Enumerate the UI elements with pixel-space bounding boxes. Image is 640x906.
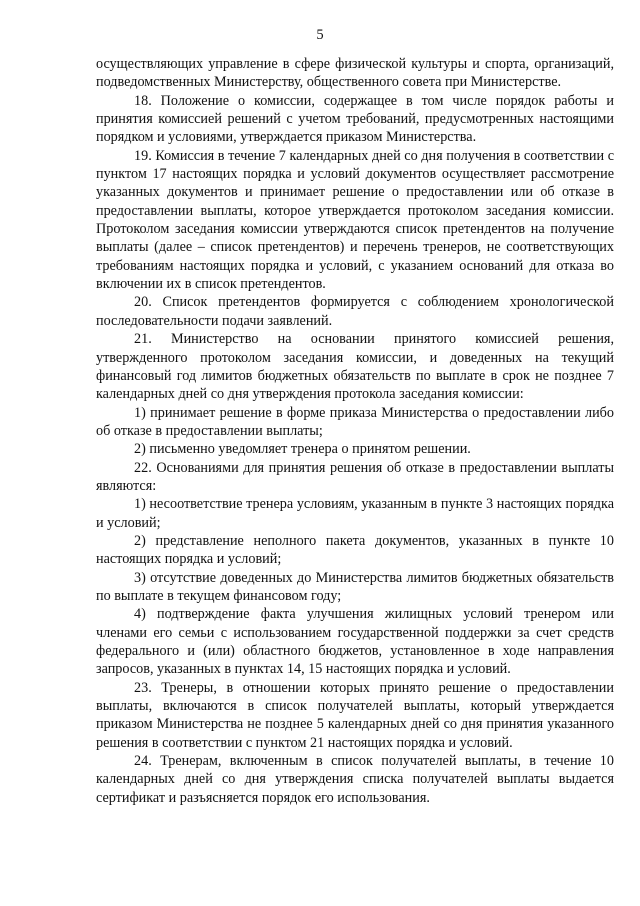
paragraph-22: 22. Основаниями для принятия решения об отказе в предоставлении выплаты являются: — [96, 459, 614, 494]
paragraph-22-item-2: 2) представление неполного пакета документов, указанных в пункте 10 настоящих порядка и условий; — [96, 532, 614, 568]
paragraph-19: 19. Комиссия в течение 7 календарных дней со дня получения в соответствии с пунктом 17 настоящих порядка и условий документов осуществляет рассмотрение указанных документов и принимает решение о предоставлении или об отказе в предоставлении выплаты, которое утверждается протоколом заседания комиссии. Протоколом заседания комиссии утверждаются список претендентов на получение выплаты (далее – список претендентов) и перечень тренеров, не соответствующих требованиям настоящих порядка и условий, с указанием оснований для отказа во включении их в список претендентов. — [96, 147, 614, 293]
paragraph-22-item-4: 4) подтверждение факта улучшения жилищных условий тренером или членами его семьи с использованием государственной поддержки за счет средств федерального и (или) областного бюджетов, установленное в ходе направления запросов, указанных в пунктах 14, 15 настоящих порядка и условий. — [96, 606, 614, 678]
paragraph-20: 20. Список претендентов формируется с соблюдением хронологической последовательности подачи заявлений. — [96, 294, 614, 329]
paragraph-22-item-1: 1) несоответствие тренера условиям, указанным в пункте 3 настоящих порядка и условий; — [96, 496, 614, 531]
paragraph-22-item-3: 3) отсутствие доведенных до Министерства лимитов бюджетных обязательств по выплате в текущем финансовом году; — [96, 569, 614, 604]
paragraph-21-item-1: 1) принимает решение в форме приказа Министерства о предоставлении либо об отказе в предоставлении выплаты; — [96, 404, 614, 439]
paragraph-21: 21. Министерство на основании принятого комиссией решения, утвержденного протоколом заседания комиссии, и доведенных на текущий финансовый год лимитов бюджетных обязательств по выплате в срок не позднее 7 календарных дней со дня утверждения протокола заседания комиссии: — [96, 331, 614, 403]
document-body — [96, 55, 614, 807]
paragraph-24: 24. Тренерам, включенным в список получателей выплаты, в течение 10 календарных дней со дня утверждения списка получателей выплаты выдается сертификат и разъясняется порядок его использования. — [96, 753, 614, 806]
paragraph-18: 18. Положение о комиссии, содержащее в том числе порядок работы и принятия комиссией решений с учетом требований, предусмотренных настоящими порядком и условиями, утверждается приказом Министерства. — [96, 92, 614, 146]
paragraph-continuation: осуществляющих управление в сфере физической культуры и спорта, организаций, подведомственных Министерству, общественного совета при Министерстве. — [96, 56, 614, 91]
paragraph-23: 23. Тренеры, в отношении которых принято решение о предоставлении выплаты, включаются в список получателей выплаты, который утверждается приказом Министерства не позднее 5 календарных дней со дня принятия указанного решения в соответствии с пунктом 21 настоящих порядка и условий. — [96, 679, 614, 751]
paragraph-21-item-2: 2) письменно уведомляет тренера о принятом решении. — [134, 441, 471, 458]
page-number: 5 — [316, 27, 324, 43]
